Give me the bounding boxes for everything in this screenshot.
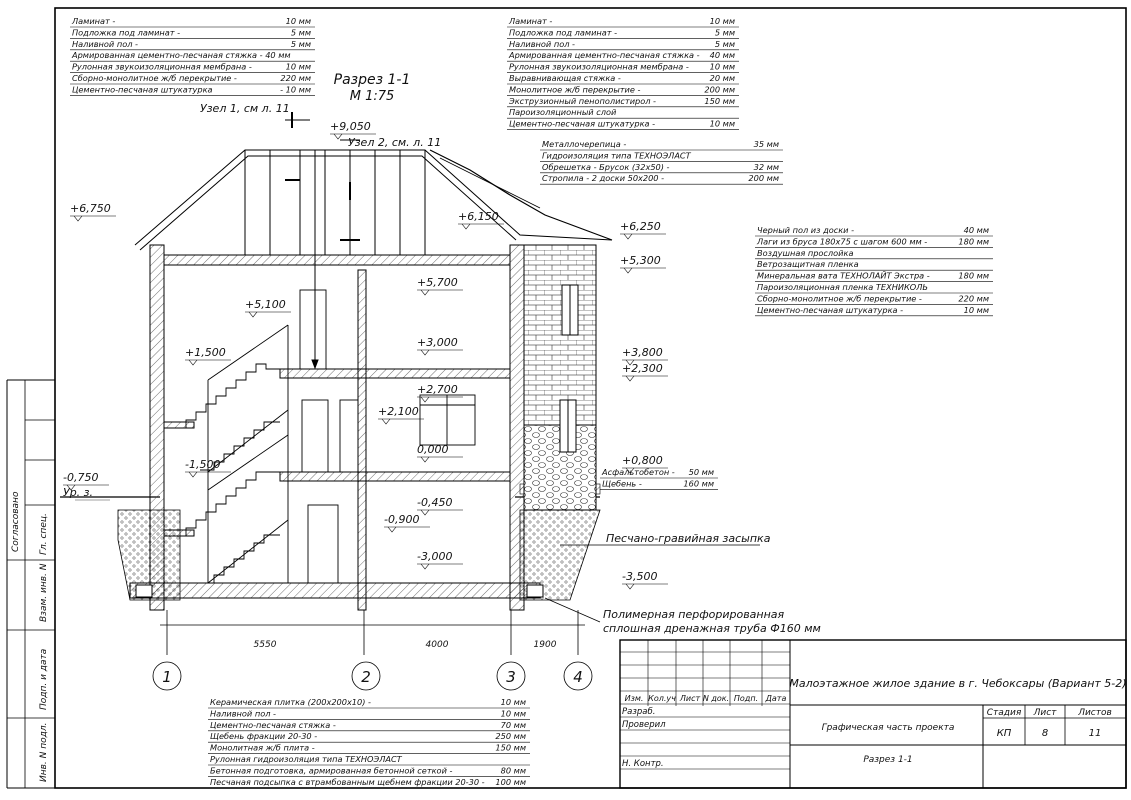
layer-name: Черный пол из доски - xyxy=(757,225,855,235)
elevation-label: +2,100 xyxy=(378,405,419,418)
layer-name: Наливной пол - xyxy=(72,38,138,49)
layer-thickness: 180 мм xyxy=(958,236,989,247)
layer-name: Армированная цементно-песчаная стяжка - xyxy=(509,50,700,61)
stamp-replace: Взам. инв. N xyxy=(39,563,49,622)
elevation-m0450 xyxy=(417,496,463,515)
layer-thickness: 5 мм xyxy=(290,38,311,49)
tb-col-2: Лист xyxy=(679,694,701,703)
side-stamps xyxy=(11,491,49,782)
tb-row-0: Разраб. xyxy=(622,707,656,717)
layer-name: Металлочерепица - xyxy=(542,139,627,149)
layer-name: Монолитное ж/б перекрытие - xyxy=(509,84,641,95)
elevation-e5300 xyxy=(620,254,666,273)
table-top-left xyxy=(70,16,315,95)
layer-thickness: 200 мм xyxy=(748,173,779,184)
layer-thickness: 180 мм xyxy=(958,270,989,281)
elevation-label: -1,500 xyxy=(185,458,221,471)
elevation-label: +3,800 xyxy=(622,346,663,359)
layer-name: Монолитная ж/б плита - xyxy=(210,742,315,753)
tb-part: Графическая часть проекта xyxy=(821,723,955,733)
layer-name: Керамическая плитка (200х200х10) - xyxy=(210,697,371,707)
table-attic-floor xyxy=(755,225,993,316)
layer-name: Ветрозащитная пленка xyxy=(757,259,859,270)
layer-name: Сборно-монолитное ж/б перекрытие - xyxy=(72,73,237,83)
layer-thickness: 10 мм xyxy=(500,697,526,707)
elevation-label: Ур. з. xyxy=(63,486,94,499)
layer-name: Цементно-песчаная стяжка - xyxy=(210,719,336,730)
callout-backfill: Песчано-гравийная засыпка xyxy=(606,532,771,545)
elevation-label: +3,000 xyxy=(417,336,458,349)
layer-name: Рулонная звукоизоляционная мембрана - xyxy=(509,61,689,72)
layer-thickness: 5 мм xyxy=(714,38,735,49)
tb-row-3: Н. Контр. xyxy=(622,759,664,769)
elevation-label: +1,500 xyxy=(185,346,226,359)
elevation-ground_label xyxy=(63,486,93,499)
elevation-label: 0,000 xyxy=(417,443,449,456)
layer-name: Ламинат - xyxy=(509,16,553,26)
axis-3: 3 xyxy=(506,668,516,686)
tb-sheet: 8 xyxy=(1041,728,1049,739)
elevation-eave_right xyxy=(620,220,666,239)
elevation-label: -3,000 xyxy=(417,550,453,563)
layer-name: Экструзионный пенополистирол - xyxy=(509,95,657,106)
stairs xyxy=(164,325,288,583)
layer-name: Воздушная прослойка xyxy=(757,247,854,258)
tb-sheet-label: Лист xyxy=(1033,708,1057,718)
layer-thickness: 150 мм xyxy=(704,95,735,106)
layer-thickness: 80 мм xyxy=(500,765,526,776)
layer-thickness: 32 мм xyxy=(753,161,779,172)
layer-name: Наливной пол - xyxy=(509,38,575,49)
elevation-label: -0,750 xyxy=(63,471,99,484)
roof xyxy=(135,150,612,255)
elevation-m3500 xyxy=(622,570,668,589)
layer-thickness: 200 мм xyxy=(704,84,735,95)
stamp-chief: Гл. спец. xyxy=(39,513,49,555)
elevation-eave_left xyxy=(70,202,116,221)
table-basement-floor xyxy=(208,697,530,788)
elevation-label: +6,150 xyxy=(458,210,499,223)
elevation-e2100 xyxy=(378,405,424,424)
elevation-label: -0,900 xyxy=(384,513,420,526)
layer-thickness: 5 мм xyxy=(714,27,735,38)
layer-name: Бетонная подготовка, армированная бетонной сеткой - xyxy=(210,765,453,776)
layer-name: Щебень - xyxy=(602,478,642,489)
title-block xyxy=(620,640,1127,788)
table-top-right xyxy=(507,16,739,130)
elevation-e2300 xyxy=(622,362,668,381)
layer-thickness: 10 мм xyxy=(709,61,735,72)
axis-1: 1 xyxy=(162,668,172,686)
layer-name: Обрешетка - Брусок (32х50) - xyxy=(542,161,670,172)
layer-thickness: 20 мм xyxy=(709,73,735,83)
layer-thickness: 150 мм xyxy=(495,742,526,753)
tb-project: Малоэтажное жилое здание в г. Чебоксары (Вариант 5-2) xyxy=(789,677,1127,690)
elevation-attic_slab xyxy=(458,210,504,229)
layer-name: Минеральная вата ТЕХНОЛАЙТ Экстра - xyxy=(757,270,930,281)
stamp-agreed: Согласовано xyxy=(11,491,21,552)
tb-col-1: Кол.уч xyxy=(648,694,676,703)
tb-col-5: Дата xyxy=(765,694,787,703)
layer-name: Гидроизоляция типа ТЕХНОЭЛАСТ xyxy=(542,150,691,161)
elevation-e1500 xyxy=(185,346,231,365)
tb-col-3: N док. xyxy=(702,694,730,703)
layer-thickness: 100 мм xyxy=(495,776,526,787)
elevation-label: +5,100 xyxy=(245,298,286,311)
dim-1900: 1900 xyxy=(533,640,557,650)
layer-name: Пароизоляционная пленка ТЕХНИКОЛЬ xyxy=(757,282,929,292)
layer-thickness: 250 мм xyxy=(495,731,526,742)
layer-name: Песчаная подсыпка с втрамбованным щебнем фракции 20-30 - xyxy=(210,776,485,787)
elevation-label: +0,800 xyxy=(622,454,663,467)
layer-thickness: 160 мм xyxy=(683,478,714,489)
section-title: Разрез 1-1 xyxy=(333,72,411,88)
axes xyxy=(153,610,592,690)
stamp-inv: Инв. N подл. xyxy=(39,722,49,782)
layer-name: Пароизоляционный слой xyxy=(509,107,617,118)
layer-name: Выравнивающая стяжка - xyxy=(509,73,621,83)
layer-thickness: 40 мм xyxy=(963,225,989,235)
elevation-e5100 xyxy=(245,298,291,317)
tb-col-0: Изм. xyxy=(624,694,644,703)
layer-name: Асфальтобетон - xyxy=(602,467,675,477)
tb-drawing: Разрез 1-1 xyxy=(863,755,913,765)
layer-name: Сборно-монолитное ж/б перекрытие - xyxy=(757,293,922,304)
elevation-label: -0,450 xyxy=(417,496,453,509)
elevation-label: +6,250 xyxy=(620,220,661,233)
elevation-m0900 xyxy=(384,513,430,532)
layer-thickness: 220 мм xyxy=(958,293,989,304)
tb-sheets: 11 xyxy=(1088,728,1102,739)
layer-thickness: - 10 мм xyxy=(280,84,311,95)
layer-thickness: 5 мм xyxy=(290,27,311,38)
layer-name: Лаги из бруса 180х75 с шагом 600 мм - xyxy=(757,236,928,247)
elevation-e5700 xyxy=(417,276,463,295)
layer-name: Стропила - 2 доски 50х200 - xyxy=(542,173,665,184)
elevation-e3000 xyxy=(417,336,463,355)
tb-sheets-label: Листов xyxy=(1078,708,1112,718)
layer-name: Армированная цементно-песчаная стяжка - 40 мм xyxy=(72,50,291,61)
elevation-label: -3,500 xyxy=(622,570,658,583)
node-ref-2: Узел 2, см. л. 11 xyxy=(348,136,442,149)
stamp-sign-date: Подп. и дата xyxy=(39,648,49,710)
layer-thickness: 50 мм xyxy=(688,467,714,477)
axis-4: 4 xyxy=(573,668,583,686)
elevation-m3000 xyxy=(417,550,463,569)
tb-row-1: Проверил xyxy=(622,720,666,730)
layer-name: Ламинат - xyxy=(72,16,116,26)
elevation-label: +2,300 xyxy=(622,362,663,375)
layer-thickness: 10 мм xyxy=(285,61,311,72)
elevation-label: +6,750 xyxy=(70,202,111,215)
layer-thickness: 70 мм xyxy=(500,719,526,730)
table-pavement xyxy=(600,467,718,489)
axis-2: 2 xyxy=(361,668,371,686)
node-ref-1: Узел 1, см л. 11 xyxy=(200,102,290,115)
layer-thickness: 10 мм xyxy=(709,118,735,129)
layer-thickness: 10 мм xyxy=(963,304,989,315)
dim-5550: 5550 xyxy=(253,640,277,650)
callout-drain-1: Полимерная перфорированная xyxy=(603,608,785,621)
layer-name: Цементно-песчаная штукатурка - xyxy=(509,118,656,129)
dim-4000: 4000 xyxy=(425,640,449,650)
layer-name: Рулонная звукоизоляционная мембрана - xyxy=(72,61,252,72)
tb-stage: КП xyxy=(996,728,1012,739)
elevation-label: +5,300 xyxy=(620,254,661,267)
elevation-label: +5,700 xyxy=(417,276,458,289)
callout-drain-2: сплошная дренажная труба Ф160 мм xyxy=(603,622,821,635)
elevation-label: +9,050 xyxy=(330,120,371,133)
callout-drain-line xyxy=(545,598,600,622)
layer-thickness: 10 мм xyxy=(500,708,526,719)
openings xyxy=(300,290,475,583)
layer-name: Рулонная гидроизоляция типа ТЕХНОЭЛАСТ xyxy=(210,754,402,764)
layer-name: Подложка под ламинат - xyxy=(72,27,181,38)
slabs xyxy=(130,255,543,598)
layer-name: Подложка под ламинат - xyxy=(509,27,618,38)
layer-name: Цементно-песчаная штукатурка - xyxy=(757,304,904,315)
tb-stage-label: Стадия xyxy=(986,708,1022,718)
elevation-e2700 xyxy=(417,383,463,402)
layer-thickness: 10 мм xyxy=(709,16,735,26)
layer-thickness: 10 мм xyxy=(285,16,311,26)
layer-name: Наливной пол - xyxy=(210,708,276,719)
elevation-zero xyxy=(417,443,463,462)
section-scale: М 1:75 xyxy=(349,89,395,104)
layer-thickness: 220 мм xyxy=(280,73,311,83)
table-roof xyxy=(540,139,783,184)
layer-thickness: 35 мм xyxy=(753,139,779,149)
tb-col-4: Подп. xyxy=(733,694,759,703)
layer-thickness: 40 мм xyxy=(709,50,735,61)
layer-name: Щебень фракции 20-30 - xyxy=(210,731,318,742)
layer-name: Цементно-песчаная штукатурка xyxy=(72,84,213,95)
elevation-label: +2,700 xyxy=(417,383,458,396)
